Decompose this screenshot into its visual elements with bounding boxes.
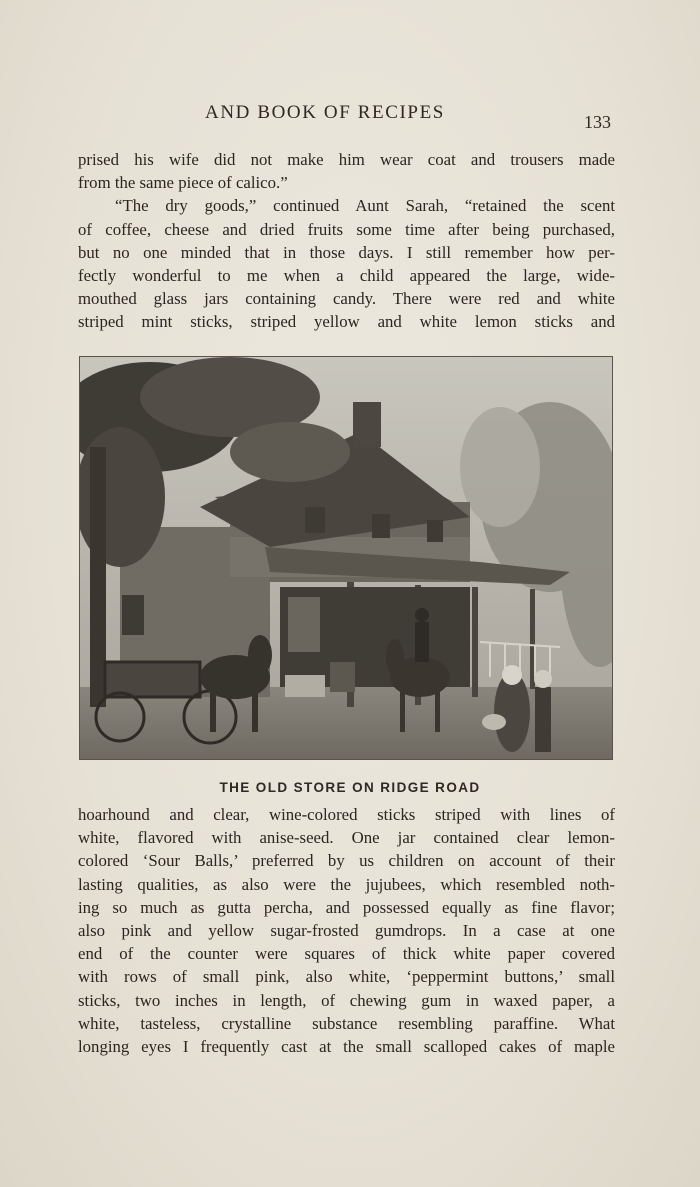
text-line: striped mint sticks, striped yellow and white lemon sticks and	[78, 312, 615, 332]
text-line: but no one minded that in those days. I still remember how per-	[78, 242, 615, 262]
text-line: colored ‘Sour Balls,’ preferred by us children on account of their	[78, 851, 615, 871]
text-line: also pink and yellow sugar-frosted gumdrops. In a case at one	[78, 921, 615, 941]
text-line: prised his wife did not make him wear coat and trousers made	[78, 150, 615, 169]
text-line: fectly wonderful to me when a child appeared the large, wide-	[78, 266, 615, 286]
running-head	[0, 100, 700, 134]
bottom-text-block	[78, 803, 615, 1058]
top-text-block	[78, 148, 615, 334]
figure-caption: THE OLD STORE ON RIDGE ROAD	[219, 780, 481, 795]
text-line: ing so much as gutta percha, and possessed equally as fine flavor;	[78, 897, 615, 917]
text-line: “The dry goods,” continued Aunt Sarah, “retained the scent	[115, 196, 615, 216]
running-title: AND BOOK OF RECIPES	[205, 102, 445, 123]
paragraph-dry-goods	[78, 194, 615, 333]
text-line: from the same piece of calico.”	[78, 173, 288, 193]
text-line: end of the counter were squares of thick white paper covered	[78, 944, 615, 964]
page-number: 133	[584, 112, 611, 132]
text-line: longing eyes I frequently cast at the small scalloped cakes of maple	[78, 1037, 615, 1057]
store-engraving	[80, 357, 612, 759]
text-line: lasting qualities, as also were the jujubees, which resembled noth-	[78, 874, 615, 894]
paragraph-continuation	[78, 148, 615, 194]
text-line: white, tasteless, crystalline substance resembling paraffine. What	[78, 1013, 615, 1033]
text-line: with rows of small pink, also white, ‘peppermint buttons,’ small	[78, 967, 615, 987]
text-line: hoarhound and clear, wine-colored sticks striped with lines of	[78, 805, 615, 824]
text-line: sticks, two inches in length, of chewing gum in waxed paper, a	[78, 990, 615, 1010]
paragraph-candy	[78, 803, 615, 1058]
store-illustration	[79, 356, 613, 760]
text-line: white, flavored with anise-seed. One jar contained clear lemon-	[78, 828, 615, 848]
text-line: of coffee, cheese and dried fruits some time after being purchased,	[78, 219, 615, 239]
text-line: mouthed glass jars containing candy. There were red and white	[78, 289, 615, 309]
